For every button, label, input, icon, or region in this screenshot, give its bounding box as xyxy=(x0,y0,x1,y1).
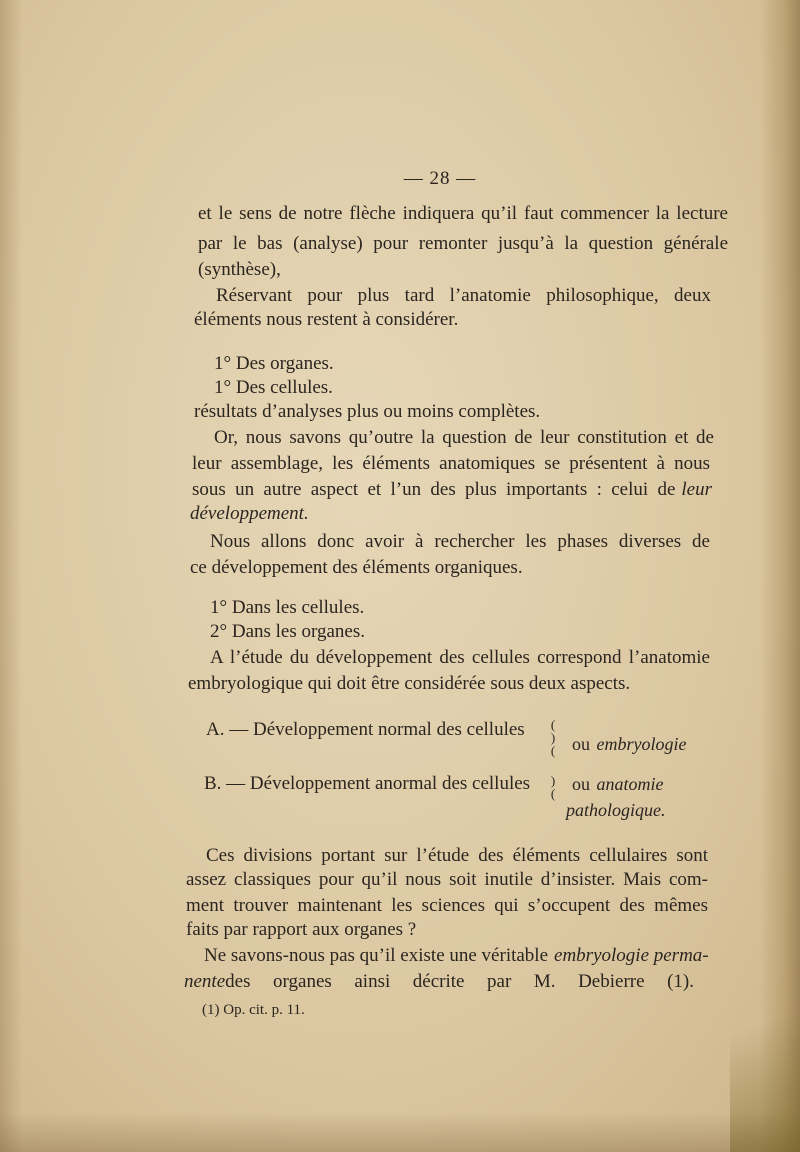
footnote: (1) Op. cit. p. 11. xyxy=(202,1002,305,1018)
page-edge-bottom xyxy=(0,1112,800,1152)
text-line: ce développement des éléments organiques. xyxy=(190,557,523,578)
division-b: B. — Développement anormal des cellules xyxy=(204,773,531,794)
text-line: faits par rapport aux organes ? xyxy=(186,919,417,940)
text-line xyxy=(204,944,708,968)
page-stain-corner xyxy=(730,972,800,1152)
division-b-label-cont: pathologique. xyxy=(566,800,666,820)
text-line: par le bas (analyse) pour remonter jusqu’à la question générale xyxy=(198,233,728,254)
brace-b: ) ( xyxy=(550,773,556,801)
text-line: (synthèse), xyxy=(198,259,281,280)
text-line: A l’étude du développement des cellules correspond l’anatomie xyxy=(210,647,710,668)
text-line: assez classiques pour qu’il nous soit inutile d’insister. Mais com- xyxy=(186,869,708,890)
italic-text: nente xyxy=(184,971,226,992)
text-line: leur assemblage, les éléments anatomiques se présentent à nous xyxy=(192,453,710,474)
list-item: 1° Des cellules. xyxy=(214,377,333,398)
text-line: ment trouver maintenant les sciences qui s’occupent des mêmes xyxy=(186,895,708,916)
italic-text: développement. xyxy=(190,503,309,524)
brace-a: ( ) ( xyxy=(550,717,556,758)
page-number: — 28 — xyxy=(403,168,477,189)
division-a: A. — Développement normal des cellules xyxy=(206,719,525,740)
text-line: et le sens de notre flèche indiquera qu’il faut commencer la lecture xyxy=(198,203,728,224)
text-segment: sous un autre aspect et l’un des plus importants : celui de xyxy=(192,479,676,500)
list-item: 2° Dans les organes. xyxy=(210,621,365,642)
division-b-label: ou anatomie xyxy=(572,774,664,794)
text-line: Ces divisions portant sur l’étude des éléments cellulaires sont xyxy=(206,845,708,866)
division-a-label: ou embryologie xyxy=(572,734,687,754)
text-line: embryologique qui doit être considérée sous deux aspects. xyxy=(188,673,631,694)
text-line: éléments nous restent à considérer. xyxy=(194,309,459,330)
list-item: 1° Des organes. xyxy=(214,353,334,374)
text-line: Nous allons donc avoir à rechercher les phases diverses de xyxy=(210,531,710,552)
text-line xyxy=(184,970,694,994)
text-line: Or, nous savons qu’outre la question de leur constitution et de xyxy=(214,427,714,448)
text-segment: des organes ainsi décrite par M. Debierre (1). xyxy=(225,971,694,992)
list-item: 1° Dans les cellules. xyxy=(210,597,365,618)
text-line: résultats d’analyses plus ou moins complètes. xyxy=(194,401,541,422)
text-line xyxy=(192,478,712,502)
text-line: Réservant pour plus tard l’anatomie philosophique, deux xyxy=(216,285,711,306)
text-segment: Ne savons-nous pas qu’il existe une véritable xyxy=(204,945,549,966)
italic-text: leur xyxy=(681,479,712,500)
italic-text: embryologie perma- xyxy=(554,945,709,966)
